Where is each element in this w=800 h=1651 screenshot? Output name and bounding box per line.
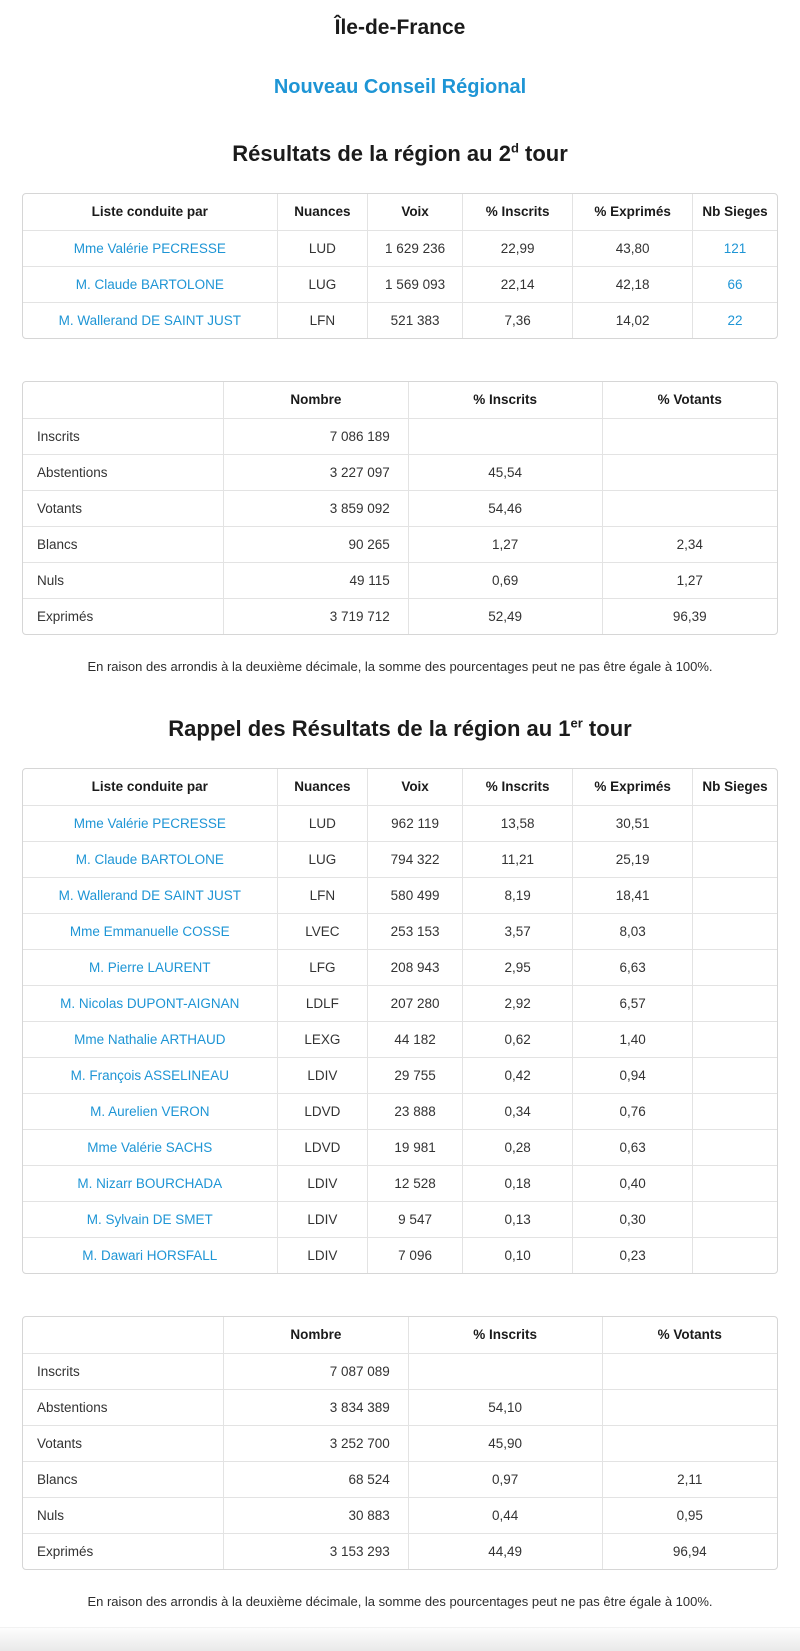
cell-value: 580 499 — [368, 877, 463, 913]
table-row — [23, 985, 777, 1021]
candidate-link[interactable]: M. Claude BARTOLONE — [75, 851, 224, 867]
cell-value: 45,90 — [408, 1425, 602, 1461]
cell-value: 7 087 089 — [224, 1353, 409, 1389]
row-label: Exprimés — [23, 1533, 224, 1569]
column-header: % Inscrits — [463, 769, 573, 805]
seats-link[interactable]: 22 — [727, 312, 743, 328]
heading-superscript: er — [570, 715, 583, 731]
cell-value: LDIV — [277, 1165, 367, 1201]
cell-value: 962 119 — [368, 805, 463, 841]
candidate-link[interactable]: M. Pierre LAURENT — [89, 959, 211, 975]
row-label: Nuls — [23, 562, 224, 598]
cell-value: 90 265 — [224, 526, 409, 562]
table-row — [23, 1389, 777, 1425]
cell-value: 207 280 — [368, 985, 463, 1021]
cell-value: 208 943 — [368, 949, 463, 985]
column-header: Liste conduite par — [91, 204, 208, 220]
candidate-link[interactable]: M. Sylvain DE SMET — [86, 1211, 213, 1227]
row-label: Exprimés — [23, 598, 224, 634]
cell-value: 2,95 — [463, 949, 573, 985]
cell-value: 253 153 — [368, 913, 463, 949]
cell-value: 96,94 — [602, 1533, 777, 1569]
cell-value: 0,95 — [602, 1497, 777, 1533]
cell-value: 521 383 — [368, 302, 463, 338]
results-table-tour1-wrapper — [22, 768, 778, 1274]
column-header: Nombre — [224, 382, 409, 418]
page-footer-strip — [0, 1627, 800, 1651]
cell-value: LEXG — [277, 1021, 367, 1057]
column-header: % Inscrits — [463, 194, 573, 230]
heading-text: Résultats de la région au 2 — [232, 141, 511, 166]
column-header: Nb Sieges — [693, 769, 777, 805]
cell-value: 3 834 389 — [224, 1389, 409, 1425]
cell — [23, 1093, 277, 1129]
row-label: Blancs — [23, 1461, 224, 1497]
row-label: Abstentions — [23, 454, 224, 490]
heading-text: tour — [518, 141, 568, 166]
cell-value: LFN — [277, 877, 367, 913]
cell — [23, 985, 277, 1021]
cell-value: 54,10 — [408, 1389, 602, 1425]
cell-value: 0,10 — [463, 1237, 573, 1273]
column-header: % Inscrits — [408, 1317, 602, 1353]
cell-value: 19 981 — [368, 1129, 463, 1165]
row-label: Abstentions — [23, 1389, 224, 1425]
cell-value: 8,19 — [463, 877, 573, 913]
seats-link[interactable]: 66 — [727, 276, 743, 292]
cell-value: LDVD — [277, 1093, 367, 1129]
cell-value: 2,34 — [602, 526, 777, 562]
row-label: Blancs — [23, 526, 224, 562]
participation-table-tour1 — [23, 1317, 777, 1569]
column-header: % Inscrits — [408, 382, 602, 418]
table-row — [23, 1533, 777, 1569]
cell-value: 25,19 — [573, 841, 693, 877]
cell — [23, 266, 277, 302]
candidate-link[interactable]: Mme Valérie PECRESSE — [73, 815, 226, 831]
row-label: Nuls — [23, 1497, 224, 1533]
cell — [23, 877, 277, 913]
table-row — [23, 1237, 777, 1273]
cell-value — [602, 1353, 777, 1389]
cell-value: 3 719 712 — [224, 598, 409, 634]
row-label: Inscrits — [23, 1353, 224, 1389]
cell-value: 3 859 092 — [224, 490, 409, 526]
table-row — [23, 490, 777, 526]
cell-value — [693, 1237, 777, 1273]
cell-value: 0,97 — [408, 1461, 602, 1497]
results-table-tour2 — [23, 194, 777, 338]
cell-value: 30,51 — [573, 805, 693, 841]
cell-value: 49 115 — [224, 562, 409, 598]
cell-value — [602, 454, 777, 490]
table-row — [23, 418, 777, 454]
cell-value: LUG — [277, 841, 367, 877]
cell-value: 52,49 — [408, 598, 602, 634]
cell-value: 3 227 097 — [224, 454, 409, 490]
cell-value: 44,49 — [408, 1533, 602, 1569]
column-header: % Votants — [602, 382, 777, 418]
table-row — [23, 1165, 777, 1201]
cell — [23, 1021, 277, 1057]
cell-value: 1 629 236 — [368, 230, 463, 266]
table-row — [23, 805, 777, 841]
cell-value: 8,03 — [573, 913, 693, 949]
cell-value: 68 524 — [224, 1461, 409, 1497]
table-row — [23, 526, 777, 562]
cell-value: 45,54 — [408, 454, 602, 490]
cell-value: 7 086 189 — [224, 418, 409, 454]
cell-value: 18,41 — [573, 877, 693, 913]
heading-text: tour — [582, 716, 632, 741]
cell-value: LFG — [277, 949, 367, 985]
cell-value: 6,63 — [573, 949, 693, 985]
cell-value — [693, 1201, 777, 1237]
cell — [693, 230, 777, 266]
cell-value: 0,94 — [573, 1057, 693, 1093]
cell-value: 3 252 700 — [224, 1425, 409, 1461]
cell-value — [693, 949, 777, 985]
participation-table-tour2-wrapper — [22, 381, 778, 635]
cell-value: LUD — [277, 805, 367, 841]
cell — [23, 1201, 277, 1237]
participation-table-tour1-wrapper — [22, 1316, 778, 1570]
cell-value: 29 755 — [368, 1057, 463, 1093]
candidate-link[interactable]: Mme Nathalie ARTHAUD — [74, 1031, 226, 1047]
cell-value: 9 547 — [368, 1201, 463, 1237]
cell-value: 0,13 — [463, 1201, 573, 1237]
cell-value: 42,18 — [573, 266, 693, 302]
cell-value: 0,18 — [463, 1165, 573, 1201]
cell-value: 23 888 — [368, 1093, 463, 1129]
cell-value — [693, 877, 777, 913]
cell-value: LUD — [277, 230, 367, 266]
cell-value: 30 883 — [224, 1497, 409, 1533]
cell-value: 1,27 — [408, 526, 602, 562]
candidate-link[interactable]: Mme Valérie SACHS — [87, 1139, 213, 1155]
table-row — [23, 1057, 777, 1093]
cell-value — [693, 1093, 777, 1129]
section-heading-tour1 — [22, 716, 778, 742]
seats-link[interactable]: 121 — [723, 240, 747, 256]
cell-value: LDIV — [277, 1201, 367, 1237]
cell-value: 0,30 — [573, 1201, 693, 1237]
table-row — [23, 598, 777, 634]
cell — [23, 841, 277, 877]
cell-value: 13,58 — [463, 805, 573, 841]
cell — [23, 1165, 277, 1201]
column-header — [23, 382, 224, 418]
column-header: % Exprimés — [573, 194, 693, 230]
cell-value — [602, 490, 777, 526]
candidate-link[interactable]: M. Wallerand DE SAINT JUST — [58, 312, 241, 328]
column-header: % Exprimés — [573, 769, 693, 805]
table-row — [23, 913, 777, 949]
cell-value: LUG — [277, 266, 367, 302]
cell — [23, 1057, 277, 1093]
header-row — [23, 1317, 777, 1353]
row-label: Inscrits — [23, 418, 224, 454]
column-header: Nuances — [277, 769, 367, 805]
page-subtitle: Nouveau Conseil Régional — [273, 76, 527, 98]
cell-value: 1,27 — [602, 562, 777, 598]
table-row — [23, 302, 777, 338]
cell-value — [408, 418, 602, 454]
table-row — [23, 877, 777, 913]
heading-superscript: d — [510, 140, 519, 156]
row-label: Votants — [23, 1425, 224, 1461]
table-row — [23, 1425, 777, 1461]
cell-value: 54,46 — [408, 490, 602, 526]
row-label: Votants — [23, 490, 224, 526]
candidate-link[interactable]: Mme Valérie PECRESSE — [73, 240, 226, 256]
cell-value: 6,57 — [573, 985, 693, 1021]
table-row — [23, 1461, 777, 1497]
table-row — [23, 1353, 777, 1389]
table-row — [23, 1497, 777, 1533]
cell-value: 12 528 — [368, 1165, 463, 1201]
cell-value: 0,42 — [463, 1057, 573, 1093]
cell-value: 7,36 — [463, 302, 573, 338]
cell-value — [693, 1165, 777, 1201]
cell — [23, 949, 277, 985]
cell-value: 22,99 — [463, 230, 573, 266]
cell-value: 22,14 — [463, 266, 573, 302]
cell-value: 44 182 — [368, 1021, 463, 1057]
cell — [693, 302, 777, 338]
cell-value: LFN — [277, 302, 367, 338]
cell-value — [693, 913, 777, 949]
cell-value: 0,69 — [408, 562, 602, 598]
cell-value: 3 153 293 — [224, 1533, 409, 1569]
table-row — [23, 1129, 777, 1165]
cell-value — [693, 985, 777, 1021]
table-row — [23, 454, 777, 490]
candidate-link[interactable]: M. Claude BARTOLONE — [75, 276, 224, 292]
table-row — [23, 266, 777, 302]
candidate-link[interactable]: M. Nicolas DUPONT-AIGNAN — [60, 995, 240, 1011]
cell-value: 0,62 — [463, 1021, 573, 1057]
cell-value — [693, 841, 777, 877]
cell-value: 0,40 — [573, 1165, 693, 1201]
cell — [23, 302, 277, 338]
cell — [693, 266, 777, 302]
results-page — [22, 0, 778, 1609]
cell-value — [408, 1353, 602, 1389]
participation-table-tour2 — [23, 382, 777, 634]
table-row — [23, 1201, 777, 1237]
candidate-link[interactable]: M. Aurelien VERON — [90, 1103, 210, 1119]
candidate-link[interactable]: Mme Emmanuelle COSSE — [69, 923, 230, 939]
cell-value: 11,21 — [463, 841, 573, 877]
cell-value — [602, 1425, 777, 1461]
header-row — [23, 382, 777, 418]
page-title: Île-de-France — [334, 16, 466, 39]
cell-value — [693, 1057, 777, 1093]
cell-value — [602, 418, 777, 454]
cell-value: 96,39 — [602, 598, 777, 634]
column-header: Liste conduite par — [91, 779, 208, 795]
candidate-link[interactable]: M. François ASSELINEAU — [70, 1067, 229, 1083]
cell — [23, 805, 277, 841]
table-row — [23, 562, 777, 598]
table-row — [23, 841, 777, 877]
cell-value: 0,76 — [573, 1093, 693, 1129]
column-header: Voix — [368, 194, 463, 230]
header-row — [23, 194, 777, 230]
cell-value — [693, 1129, 777, 1165]
cell-value: 0,23 — [573, 1237, 693, 1273]
cell-value: LVEC — [277, 913, 367, 949]
cell-value — [602, 1389, 777, 1425]
header-row — [23, 769, 777, 805]
table-row — [23, 1021, 777, 1057]
column-header: Nombre — [224, 1317, 409, 1353]
cell-value: LDIV — [277, 1057, 367, 1093]
table-row — [23, 230, 777, 266]
cell-value: 7 096 — [368, 1237, 463, 1273]
section-heading-tour2 — [22, 141, 778, 167]
column-header: Voix — [368, 769, 463, 805]
table-row — [23, 949, 777, 985]
column-header: % Votants — [602, 1317, 777, 1353]
candidate-link[interactable]: M. Dawari HORSFALL — [82, 1247, 218, 1263]
results-table-tour2-wrapper — [22, 193, 778, 339]
cell-value: 1,40 — [573, 1021, 693, 1057]
cell — [23, 1237, 277, 1273]
column-header: Nuances — [277, 194, 367, 230]
cell-value — [693, 1021, 777, 1057]
cell-value: LDLF — [277, 985, 367, 1021]
candidate-link[interactable]: M. Nizarr BOURCHADA — [77, 1175, 223, 1191]
results-table-tour1 — [23, 769, 777, 1273]
cell — [23, 1129, 277, 1165]
rounding-footnote: En raison des arrondis à la deuxième décimale, la somme des pourcentages peut ne pas être égale à 100%. — [87, 659, 713, 674]
rounding-footnote: En raison des arrondis à la deuxième décimale, la somme des pourcentages peut ne pas être égale à 100%. — [87, 1594, 713, 1609]
cell-value: 14,02 — [573, 302, 693, 338]
cell-value: 43,80 — [573, 230, 693, 266]
cell-value: 2,92 — [463, 985, 573, 1021]
cell-value: 0,28 — [463, 1129, 573, 1165]
cell-value: 0,63 — [573, 1129, 693, 1165]
cell-value: 794 322 — [368, 841, 463, 877]
table-row — [23, 1093, 777, 1129]
column-header — [23, 1317, 224, 1353]
cell-value: LDVD — [277, 1129, 367, 1165]
cell-value: 0,44 — [408, 1497, 602, 1533]
cell-value: 0,34 — [463, 1093, 573, 1129]
cell-value: LDIV — [277, 1237, 367, 1273]
cell-value: 2,11 — [602, 1461, 777, 1497]
candidate-link[interactable]: M. Wallerand DE SAINT JUST — [58, 887, 241, 903]
cell-value: 3,57 — [463, 913, 573, 949]
heading-text: Rappel des Résultats de la région au 1 — [168, 716, 571, 741]
cell — [23, 913, 277, 949]
cell-value — [693, 805, 777, 841]
column-header: Nb Sieges — [693, 194, 777, 230]
cell — [23, 230, 277, 266]
cell-value: 1 569 093 — [368, 266, 463, 302]
